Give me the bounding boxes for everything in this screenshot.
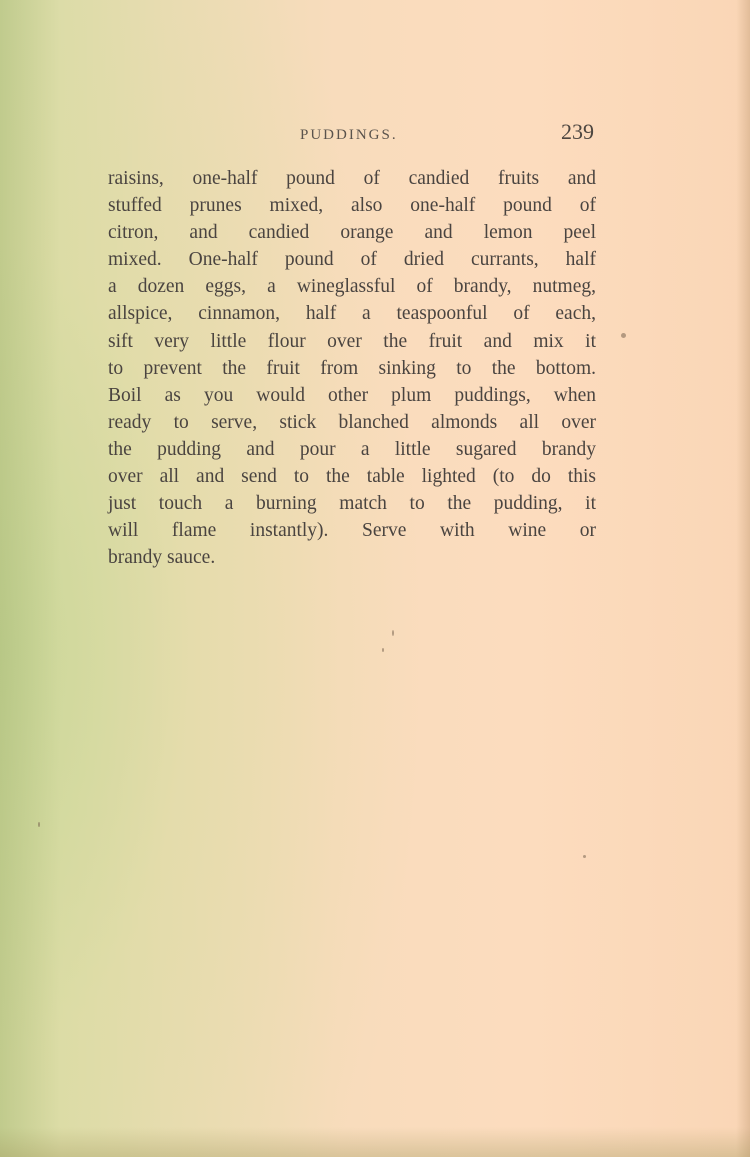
text-line: just touch a burning match to the pudding, it	[108, 493, 596, 515]
running-head: PUDDINGS.	[300, 127, 398, 143]
text-line: raisins, one-half pound of candied fruits and	[108, 168, 596, 189]
body-text	[108, 165, 596, 571]
paper-speck	[583, 855, 586, 858]
paper-speck	[382, 648, 384, 652]
text-line: a dozen eggs, a wineglassful of brandy, nutmeg,	[108, 276, 596, 298]
text-line: the pudding and pour a little sugared brandy	[108, 438, 596, 460]
paper-speck	[38, 822, 40, 827]
paper-speck	[392, 630, 394, 636]
text-line: brandy sauce.	[108, 547, 216, 569]
spine-shadow	[0, 0, 60, 1157]
text-line: ready to serve, stick blanched almonds all over	[108, 411, 596, 433]
paper-speck	[621, 333, 626, 338]
text-line: mixed. One-half pound of dried currants, half	[108, 249, 596, 271]
text-line: Boil as you would other plum puddings, when	[108, 384, 596, 406]
text-line: allspice, cinnamon, half a teaspoonful of each,	[108, 303, 596, 325]
text-line: sift very little flour over the fruit and mix it	[108, 330, 596, 352]
text-line: will flame instantly). Serve with wine or	[108, 520, 596, 542]
text-line: citron, and candied orange and lemon peel	[108, 222, 596, 244]
text-line: to prevent the fruit from sinking to the bottom.	[108, 357, 596, 379]
page-edge-bottom	[0, 1127, 750, 1157]
page-edge-right	[736, 0, 750, 1157]
page-number: 239	[561, 119, 594, 144]
text-line: over all and send to the table lighted (to do this	[108, 466, 596, 488]
text-line: stuffed prunes mixed, also one-half pound of	[108, 195, 596, 217]
